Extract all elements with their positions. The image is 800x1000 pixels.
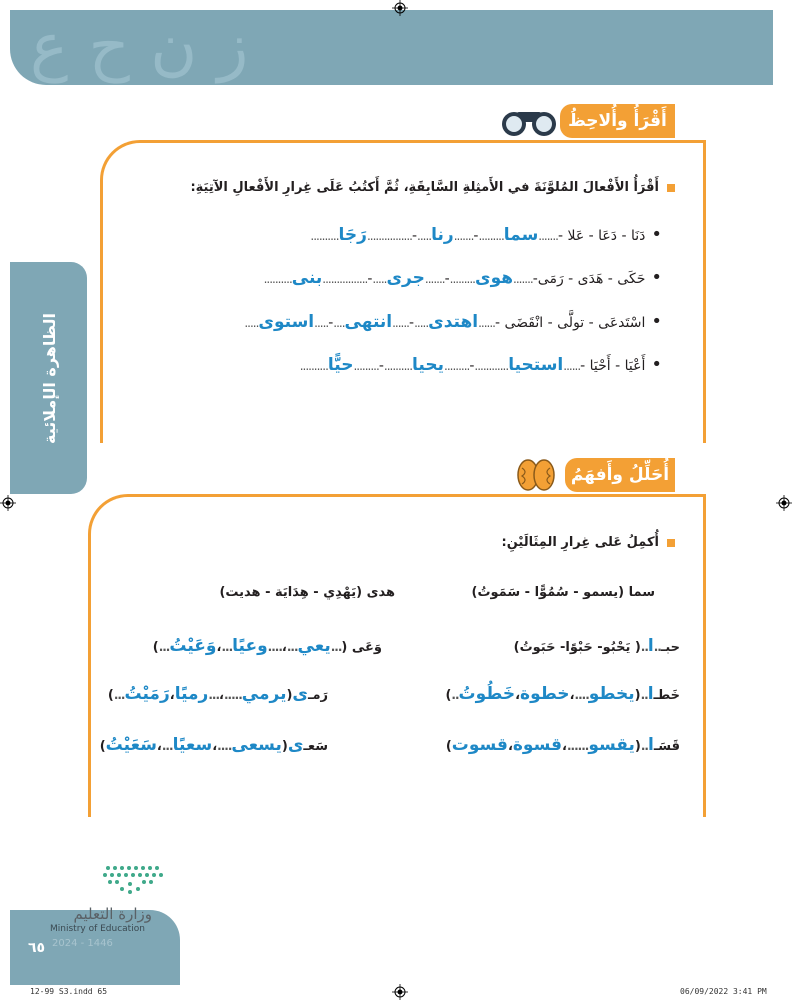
example-detail: (يَهْدِي - هِدَايَة - هديت) xyxy=(219,585,363,600)
registration-mark-icon xyxy=(776,495,792,511)
answer-field[interactable]: ى xyxy=(287,735,304,755)
section2-title: أُحَلِّلُ وأَفهَمُ xyxy=(570,465,670,485)
answer-field[interactable]: سعيًا xyxy=(172,735,213,755)
answer-field[interactable]: جرى xyxy=(386,268,425,288)
section1-row: • حَكَى - هَدَى - رَمَى- ....... هوى ......... - ....... جرى ..... - ................ بنى .......... xyxy=(263,267,662,288)
bullet-dot-icon: • xyxy=(651,354,662,375)
example-stem: سما xyxy=(628,585,655,600)
answer-field[interactable]: وعيًا xyxy=(232,636,268,656)
bullet-dot-icon: • xyxy=(651,224,662,245)
brain-icon xyxy=(516,458,556,492)
edition-year: 2024 - 1446 xyxy=(52,938,113,949)
section2-instruction-text: أُكمِلُ عَلى غِرارِ المِثَالَيْنِ: xyxy=(501,535,659,550)
row-given: اسْتَدعَى - تولَّى - انْقَضَى - xyxy=(495,315,646,331)
orange-square-bullet-icon xyxy=(667,539,675,547)
registration-mark-icon xyxy=(392,0,408,16)
section2-header xyxy=(565,458,675,492)
section1-row: • أَعْيَا - أَحْيَا - ...... استحيا ............ - ......... يحيا .......... - ......... حيًّا .......... xyxy=(299,354,662,375)
section1-instruction xyxy=(190,180,675,195)
answer-field[interactable]: خطوة xyxy=(520,684,570,704)
answer-field[interactable]: رنا xyxy=(431,225,454,245)
answer-field[interactable]: رميًا xyxy=(174,684,209,704)
registration-mark-icon xyxy=(0,495,16,511)
answer-field[interactable]: سَعَيْتُ xyxy=(105,735,157,755)
answer-field[interactable]: ى xyxy=(292,684,309,704)
section1-header xyxy=(560,104,675,138)
orange-square-bullet-icon xyxy=(667,184,675,192)
section2-row: سَعـ ى ( يسعى .... ، سعيًا ... ، سَعَيْتُ ) xyxy=(99,735,328,755)
binoculars-icon xyxy=(500,107,558,137)
answer-field[interactable]: يسعى xyxy=(231,735,282,755)
row-given: أَعْيَا - أَحْيَا - xyxy=(580,358,646,374)
chapter-title-text: الظاهرة الإملائية xyxy=(39,312,59,444)
example-stem: هدى xyxy=(366,585,395,600)
section2-row: خَطـ ا .. ( يخطو .... ، خطوة ، خَطُوتُ .. ) xyxy=(445,684,680,704)
bullet-dot-icon: • xyxy=(651,311,662,332)
answer-field[interactable]: انتهى xyxy=(344,312,393,332)
print-timestamp: 06/09/2022 3:41 PM xyxy=(680,987,767,996)
page-number: ٦٥ xyxy=(28,940,46,956)
answer-field[interactable]: يخطو xyxy=(588,684,635,704)
answer-field[interactable]: خَطُوتُ xyxy=(458,684,516,704)
banner-decoration: ز ن ح ع xyxy=(30,10,249,84)
answer-field[interactable]: حيًّا xyxy=(327,355,354,375)
section1-instruction-text: أَقْرَأُ الأَفْعالَ المُلوَّنَةَ في الأَمثِلةِ السَّابِقَةِ، ثُمَّ أَكتُبُ عَلَى غِرارِ الأَفْعالِ الآتِيَةِ: xyxy=(190,180,659,195)
section2-instruction xyxy=(502,535,676,550)
answer-field[interactable]: بنى xyxy=(291,268,323,288)
answer-field[interactable]: يقسو xyxy=(588,735,635,755)
section2-row: قَسَـ ا .. ( يقسو ...... ، قسوة ، قسوت ) xyxy=(445,735,680,755)
example-detail: (يسمو - سُمُوًّا - سَمَوتُ) xyxy=(471,585,625,600)
chapter-title xyxy=(20,262,78,494)
registration-mark-icon xyxy=(392,984,408,1000)
answer-field[interactable]: ا xyxy=(647,636,654,656)
ministry-name-arabic: وزارة التعليم xyxy=(73,905,152,923)
section1-title: أَقْرَأُ وأُلاحِظُ xyxy=(568,111,667,131)
ministry-logo-icon xyxy=(100,862,164,898)
answer-field[interactable]: يحيا xyxy=(412,355,444,375)
example-left xyxy=(219,585,395,600)
answer-field[interactable]: قسوة xyxy=(512,735,563,755)
row-given: دَنَا - دَعَا - عَلا - xyxy=(558,228,646,244)
answer-field[interactable]: يرمي xyxy=(241,684,287,704)
section2-row: حبـ .. ا .. ( يَحْبُو- حَبْوًا- حَبَوتُ) xyxy=(513,636,680,656)
section2-row: رَمـ ى ( يرمي ..... ، ... رميًا ، رَمَيْتُ ... ) xyxy=(107,684,328,704)
answer-field[interactable]: سما xyxy=(503,225,539,245)
answer-field[interactable]: وَعَيْتُ xyxy=(169,636,217,656)
answer-field[interactable]: رَمَيْتُ xyxy=(124,684,170,704)
answer-field[interactable]: قسوت xyxy=(451,735,508,755)
section1-row: • دَنَا - دَعَا - عَلا - ....... سما ......... - ....... رنا ..... - ................ رَجَا .......... xyxy=(310,224,662,245)
example-right xyxy=(472,585,656,600)
answer-field[interactable]: استحيا xyxy=(508,355,564,375)
row-given: حَكَى - هَدَى - رَمَى- xyxy=(532,271,646,287)
section1-row: • اسْتَدعَى - تولَّى - انْقَضَى - ...... اهتدى ..... - ...... انتهى .... - ..... استوى ..... xyxy=(244,311,662,332)
section2-row: وَعَى ( ... يعي ... ، .... وعيًا ... ، وَعَيْتُ ... ) xyxy=(152,636,382,656)
answer-field[interactable]: رَجَا xyxy=(338,225,367,245)
answer-field[interactable]: يعي xyxy=(297,636,331,656)
answer-field[interactable]: اهتدى xyxy=(428,312,479,332)
answer-field[interactable]: استوى xyxy=(258,312,315,332)
top-banner xyxy=(10,10,773,85)
answer-field[interactable]: ا xyxy=(647,684,654,704)
bullet-dot-icon: • xyxy=(651,267,662,288)
print-filename: 12-99 S3.indd 65 xyxy=(30,987,108,996)
answer-field[interactable]: ا xyxy=(647,735,654,755)
answer-field[interactable]: هوى xyxy=(475,268,514,288)
ministry-name-english: Ministry of Education xyxy=(50,924,145,934)
